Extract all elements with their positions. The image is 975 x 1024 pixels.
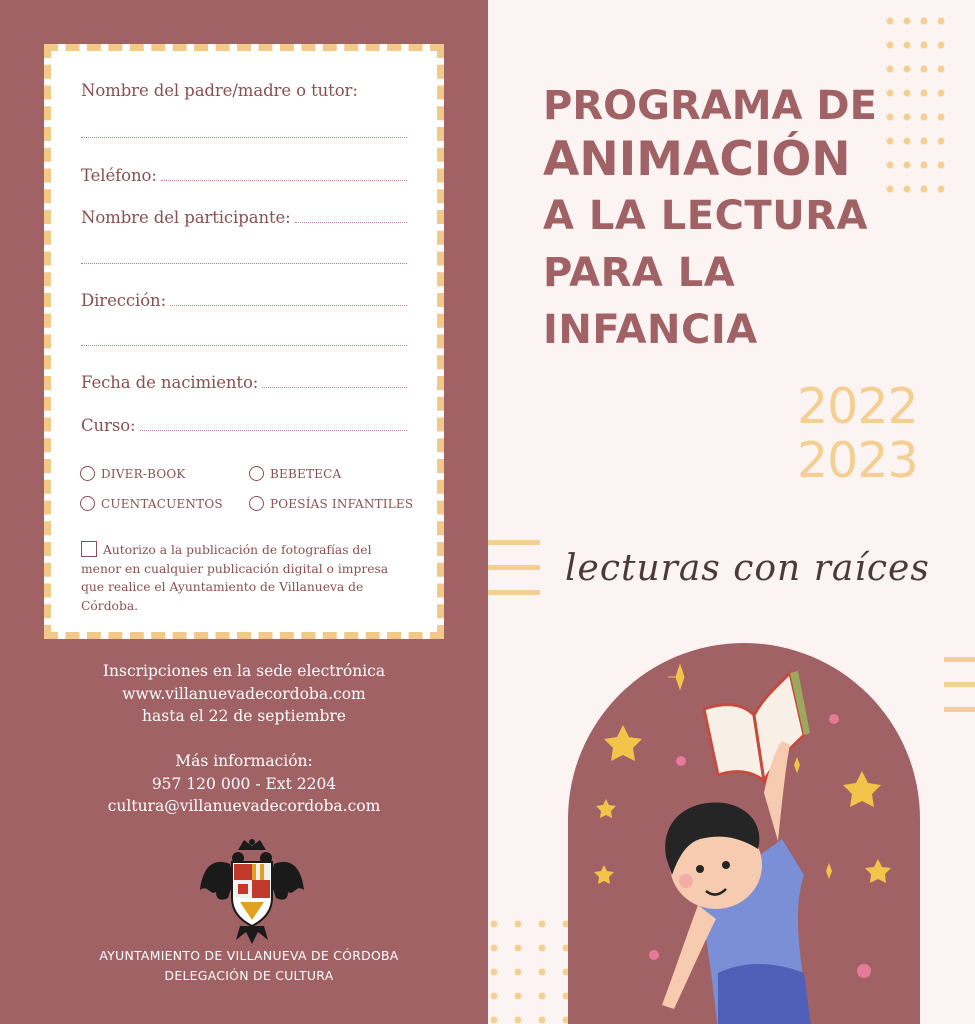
stripes-right — [944, 655, 975, 717]
dot-pattern-top — [884, 15, 954, 199]
slogan: lecturas con raíces — [565, 548, 930, 589]
program-years — [797, 380, 918, 488]
participant-name-label: Nombre del participante: — [81, 208, 291, 227]
photo-consent[interactable] — [81, 541, 411, 615]
footer — [0, 946, 498, 986]
consent-checkbox[interactable] — [81, 541, 97, 557]
option-poesias-infantiles[interactable] — [249, 496, 413, 511]
registration-line-1: Inscripciones en la sede electrónica — [102, 662, 386, 680]
birthdate-field[interactable] — [81, 373, 407, 392]
course-field[interactable] — [81, 416, 407, 435]
option-cuentacuentos[interactable] — [80, 496, 223, 511]
program-title — [543, 83, 877, 353]
phone-label: Teléfono: — [81, 166, 157, 185]
option-bebeteca[interactable] — [249, 466, 341, 481]
parent-name-field[interactable] — [81, 81, 407, 100]
footer-line-1: AYUNTAMIENTO DE VILLANUEVA DE CÓRDOBA — [99, 948, 399, 963]
sparkle-icon — [794, 757, 800, 773]
stripes-left — [488, 538, 542, 600]
phone-number: 957 120 000 - Ext 2204 — [151, 774, 337, 793]
star-icon — [594, 865, 614, 884]
radio-icon[interactable] — [249, 496, 264, 511]
star-icon — [865, 859, 891, 883]
participant-name-line[interactable] — [295, 222, 407, 223]
course-line[interactable] — [140, 430, 408, 431]
coat-of-arms-icon — [200, 836, 304, 946]
option-diver-book[interactable] — [80, 466, 186, 481]
sparkle-icon — [826, 863, 832, 879]
boy-reading-illustration — [568, 643, 920, 1024]
address-line[interactable] — [170, 305, 407, 306]
contact-info — [0, 750, 488, 818]
title-line-1: PROGRAMA DE — [543, 83, 877, 129]
title-line-3: A LA LECTURA — [543, 193, 868, 239]
radio-icon[interactable] — [80, 496, 95, 511]
address-label: Dirección: — [81, 291, 167, 310]
title-line-5: INFANCIA — [543, 307, 758, 353]
illustration-arch — [568, 643, 920, 1024]
book-icon — [704, 671, 810, 781]
year-start: 2022 — [797, 378, 918, 435]
radio-icon[interactable] — [80, 466, 95, 481]
registration-info — [0, 660, 488, 728]
registration-deadline: hasta el 22 de septiembre — [142, 707, 346, 725]
website-link[interactable]: www.villanuevadecordoba.com — [122, 684, 366, 703]
address-line-2[interactable] — [81, 345, 407, 346]
birthdate-label: Fecha de nacimiento: — [81, 373, 259, 392]
consent-text: Autorizo a la publicación de fotografías del menor en cualquier publicación digital o impresa que realice el Ayuntamiento de Villanueva de Córdoba. — [81, 543, 389, 613]
radio-icon[interactable] — [249, 466, 264, 481]
year-end: 2023 — [797, 432, 918, 489]
phone-line[interactable] — [161, 180, 407, 181]
participant-name-line-2[interactable] — [81, 263, 407, 264]
address-field[interactable] — [81, 291, 407, 310]
registration-form — [44, 44, 444, 639]
more-info-label: Más información: — [175, 752, 313, 770]
option-label: CUENTACUENTOS — [101, 496, 223, 511]
option-label: BEBETECA — [270, 466, 342, 481]
footer-line-2: DELEGACIÓN DE CULTURA — [164, 968, 334, 983]
participant-name-field[interactable] — [81, 208, 407, 227]
star-icon — [596, 799, 616, 818]
phone-field[interactable] — [81, 166, 407, 185]
star-icon — [604, 725, 642, 761]
email-link[interactable]: cultura@villanuevadecordoba.com — [107, 797, 381, 815]
title-line-4: PARA LA — [543, 250, 736, 296]
star-icon — [843, 771, 881, 807]
option-label: POESÍAS INFANTILES — [270, 496, 414, 511]
parent-name-label: Nombre del padre/madre o tutor: — [81, 81, 358, 100]
birthdate-line[interactable] — [262, 387, 407, 388]
parent-name-line[interactable] — [81, 137, 407, 138]
option-label: DIVER-BOOK — [101, 466, 186, 481]
course-label: Curso: — [81, 416, 136, 435]
sparkle-icon — [668, 665, 684, 689]
title-line-2: ANIMACIÓN — [543, 132, 851, 187]
